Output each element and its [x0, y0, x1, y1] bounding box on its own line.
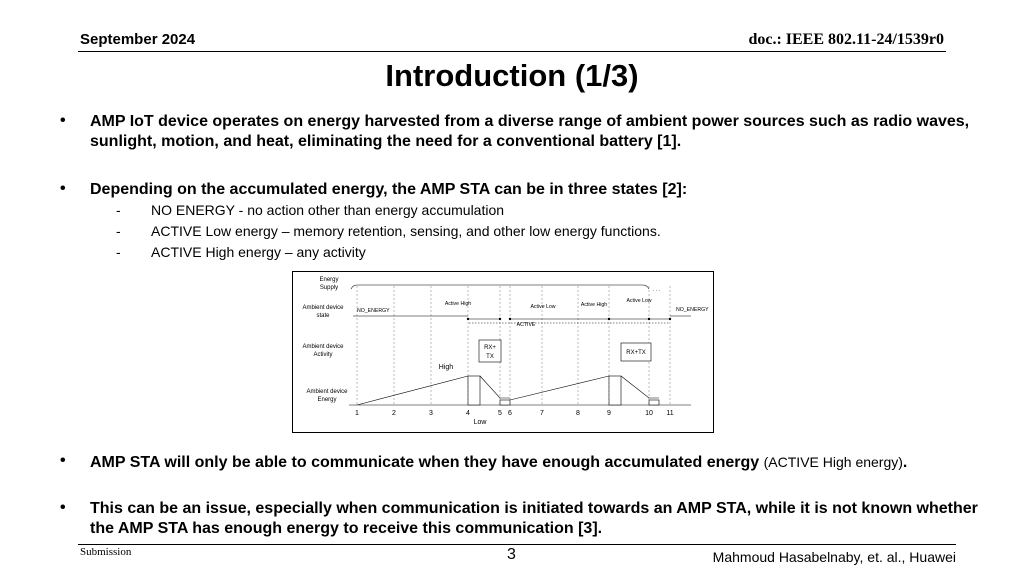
energy-discharge-2: [621, 376, 659, 398]
state-active-low-2: Active Low: [626, 298, 652, 304]
state-active-high-1: Active High: [444, 301, 472, 307]
state-no-energy-right: NO_ENERGY: [676, 307, 709, 313]
bullet-3: [60, 452, 990, 473]
bullet-3-text: [90, 452, 990, 473]
footer-submission: Submission: [80, 546, 132, 558]
state-active-low-1: Active Low: [530, 304, 556, 310]
label-energy-1: Ambient device: [306, 389, 348, 395]
energy-low-box-1: [500, 400, 510, 405]
marker-10: [648, 318, 650, 320]
bullet-dot: •: [60, 499, 66, 516]
label-energy-supply-2: Supply: [319, 285, 339, 291]
rx-tx-box-2-label: RX+TX: [626, 350, 646, 356]
tick-6: 6: [508, 410, 512, 417]
label-state-2: state: [316, 313, 330, 319]
bullet-dot: •: [60, 112, 66, 129]
energy-bar-1: [468, 376, 480, 405]
label-energy-supply-1: Energy: [319, 277, 339, 283]
marker-9: [608, 318, 610, 320]
ellipsis-mark: . . .: [653, 287, 660, 293]
footer-page-number: 3: [507, 546, 516, 563]
rx-tx-box-1-line-2: TX: [486, 354, 494, 360]
sub-bullet-1-text: NO ENERGY - no action other than energy accumulation: [151, 202, 505, 218]
footer-author: Mahmoud Hasabelnaby, et. al., Huawei: [712, 549, 956, 565]
tick-9: 9: [607, 410, 611, 417]
label-activity-1: Ambient device: [302, 344, 344, 350]
rx-tx-box-1-line-1: RX+: [484, 345, 496, 351]
bullet-dot: •: [60, 180, 66, 197]
marker-6: [509, 318, 511, 320]
sub-dash: -: [116, 223, 121, 239]
bullet-3-end: .: [902, 454, 908, 471]
label-energy-2: Energy: [317, 397, 337, 403]
energy-ramp-2: [510, 376, 609, 400]
header-doc-id: doc.: IEEE 802.11-24/1539r0: [748, 31, 944, 48]
header-date: September 2024: [80, 31, 196, 48]
marker-11: [669, 318, 671, 320]
tick-11: 11: [666, 410, 674, 417]
tick-10: 10: [645, 410, 653, 417]
energy-curve: [357, 376, 659, 405]
bullet-1: [60, 112, 990, 152]
marker-5: [499, 318, 501, 320]
time-tick-labels: [355, 410, 674, 417]
bullet-4: [60, 499, 990, 539]
energy-high-label: High: [438, 364, 454, 371]
bullet-3-bold: AMP STA will only be able to communicate when they have enough accumulated energy: [90, 454, 760, 471]
tick-2: 2: [392, 410, 396, 417]
tick-3: 3: [429, 410, 433, 417]
label-state-1: Ambient device: [302, 305, 344, 311]
energy-low-box-2: [649, 400, 659, 405]
sub-bullet-2-text: ACTIVE Low energy – memory retention, sensing, and other low energy functions.: [151, 223, 661, 239]
bullet-dot: •: [60, 452, 66, 469]
header-divider: [78, 51, 946, 52]
sub-dash: -: [116, 202, 121, 218]
energy-bar-2: [609, 376, 621, 405]
bullet-4-text: This can be an issue, especially when communication is initiated towards an AMP STA, while it is not known whether the AMP STA has enough energy to receive this communication [3].: [90, 500, 978, 537]
label-activity-2: Activity: [313, 352, 333, 358]
tick-4: 4: [466, 410, 470, 417]
state-no-energy-left: NO_ENERGY: [357, 308, 390, 314]
tick-7: 7: [540, 410, 544, 417]
tick-8: 8: [576, 410, 580, 417]
state-active-high-2: Active High: [580, 302, 608, 308]
bullet-1-text: AMP IoT device operates on energy harvested from a diverse range of ambient power sources such as radio waves, sunlight, motion, and heat, eliminating the need for a conventional battery [1].: [90, 113, 970, 150]
energy-ramp-1: [357, 376, 468, 405]
state-active: ACTIVE: [516, 322, 536, 328]
bullet-2-text: Depending on the accumulated energy, the AMP STA can be in three states [2]:: [90, 181, 688, 198]
footer-divider: [78, 544, 956, 545]
sub-dash: -: [116, 244, 121, 260]
energy-discharge-1: [480, 376, 510, 398]
bullet-2: [60, 180, 990, 200]
sub-bullet-3-text: ACTIVE High energy – any activity: [151, 244, 366, 260]
energy-low-label: Low: [473, 419, 487, 426]
tick-1: 1: [355, 410, 359, 417]
bullet-3-normal: (ACTIVE High energy): [763, 454, 903, 470]
tick-5: 5: [498, 410, 502, 417]
marker-4: [467, 318, 469, 320]
slide-title: Introduction (1/3): [385, 58, 639, 93]
energy-state-diagram: [292, 271, 714, 433]
